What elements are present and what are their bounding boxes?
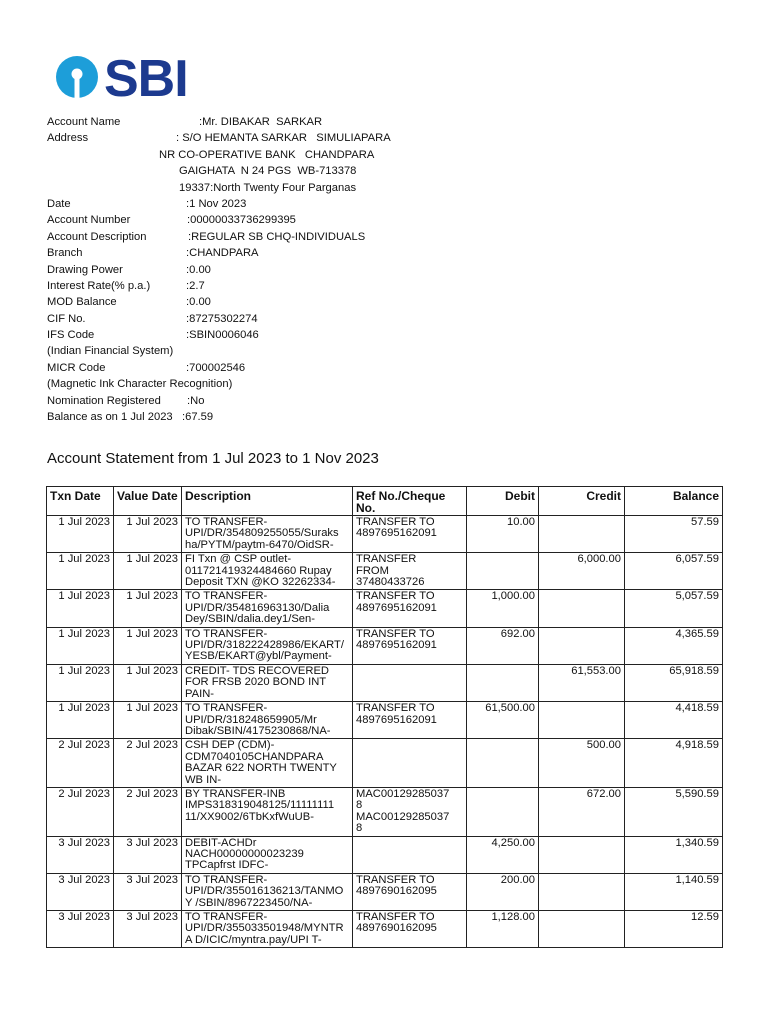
- table-row: [47, 873, 723, 910]
- balance-cell: 65,918.59: [625, 664, 723, 701]
- ref-no-cell: TRANSFER FROM 37480433726: [353, 553, 467, 590]
- description-cell: TO TRANSFER- UPI/DR/354816963130/Dalia Dey/SBIN/dalia.dey1/Sen-: [182, 590, 353, 627]
- balance-cell: 12.59: [625, 911, 723, 948]
- account-info-label: Balance as on 1 Jul 2023: [47, 411, 173, 424]
- account-info-row: [47, 163, 707, 179]
- transactions-table: [46, 486, 723, 948]
- account-info-row: [47, 262, 707, 278]
- ref-no-cell: TRANSFER TO 4897695162091: [353, 702, 467, 739]
- account-info-value: :1 Nov 2023: [186, 197, 247, 210]
- table-row: [47, 911, 723, 948]
- ref-no-cell: [353, 664, 467, 701]
- description-cell: TO TRANSFER- UPI/DR/318248659905/Mr Dibak/SBIN/4175230868/NA-: [182, 702, 353, 739]
- value-date-cell: 3 Jul 2023: [114, 836, 182, 873]
- description-cell: FI Txn @ CSP outlet- 011721419324484660 Rupay Deposit TXN @KO 32262334-: [182, 553, 353, 590]
- value-date-cell: 1 Jul 2023: [114, 664, 182, 701]
- balance-cell: 5,057.59: [625, 590, 723, 627]
- account-info-label: Interest Rate(% p.a.): [47, 279, 151, 292]
- account-info-label: Account Description: [47, 230, 147, 243]
- table-row: [47, 787, 723, 836]
- account-info-row: [47, 147, 707, 163]
- account-info-value: :SBIN0006046: [186, 329, 259, 342]
- value-date-cell: 2 Jul 2023: [114, 787, 182, 836]
- txn-date-cell: 2 Jul 2023: [47, 787, 114, 836]
- value-date-cell: 3 Jul 2023: [114, 873, 182, 910]
- account-info-label: IFS Code: [47, 329, 95, 342]
- debit-cell: 61,500.00: [467, 702, 539, 739]
- account-info-value: :00000033736299395: [187, 214, 296, 227]
- account-info-row: [47, 130, 707, 146]
- account-info-row: [47, 212, 707, 228]
- value-date-cell: 1 Jul 2023: [114, 590, 182, 627]
- credit-cell: [539, 873, 625, 910]
- ref-no-cell: TRANSFER TO 4897690162095: [353, 911, 467, 948]
- table-row: [47, 739, 723, 788]
- header-debit: Debit: [467, 487, 539, 516]
- account-info-value: :2.7: [186, 279, 205, 292]
- balance-cell: 6,057.59: [625, 553, 723, 590]
- account-info-label: Account Number: [47, 214, 131, 227]
- account-info-label: CIF No.: [47, 312, 86, 325]
- table-row: [47, 553, 723, 590]
- credit-cell: 61,553.00: [539, 664, 625, 701]
- account-info-row: [47, 343, 707, 359]
- description-cell: TO TRANSFER- UPI/DR/355016136213/TANMO Y /SBIN/8967223450/NA-: [182, 873, 353, 910]
- header-ref-no: Ref No./Cheque No.: [353, 487, 467, 516]
- balance-cell: 1,340.59: [625, 836, 723, 873]
- sbi-logo-text: SBI: [104, 52, 188, 104]
- account-info-row: [47, 180, 707, 196]
- account-info-label: Account Name: [47, 116, 121, 128]
- debit-cell: [467, 739, 539, 788]
- table-row: [47, 516, 723, 553]
- account-info-value: :0.00: [186, 263, 211, 276]
- txn-date-cell: 1 Jul 2023: [47, 516, 114, 553]
- credit-cell: [539, 590, 625, 627]
- description-cell: BY TRANSFER-INB IMPS318319048125/11111111 11/XX9002/6TbKxfWuUB-: [182, 787, 353, 836]
- table-row: [47, 836, 723, 873]
- table-row: [47, 702, 723, 739]
- credit-cell: 672.00: [539, 787, 625, 836]
- txn-date-cell: 1 Jul 2023: [47, 553, 114, 590]
- account-info-value: :67.59: [182, 411, 214, 424]
- header-description: Description: [182, 487, 353, 516]
- account-info-value: :CHANDPARA: [186, 247, 259, 260]
- debit-cell: 692.00: [467, 627, 539, 664]
- value-date-cell: 3 Jul 2023: [114, 911, 182, 948]
- account-info: [47, 114, 707, 425]
- account-info-row: [47, 294, 707, 310]
- txn-date-cell: 3 Jul 2023: [47, 911, 114, 948]
- account-info-label: MICR Code: [47, 361, 106, 374]
- account-info-row: [47, 393, 707, 409]
- description-cell: CSH DEP (CDM)- CDM7040105CHANDPARA BAZAR 622 NORTH TWENTY WB IN-: [182, 739, 353, 788]
- ref-no-cell: TRANSFER TO 4897695162091: [353, 627, 467, 664]
- account-info-row: [47, 327, 707, 343]
- ref-no-cell: MAC00129285037 8 MAC00129285037 8: [353, 787, 467, 836]
- account-info-row: [47, 360, 707, 376]
- txn-date-cell: 1 Jul 2023: [47, 664, 114, 701]
- header-value-date: Value Date: [114, 487, 182, 516]
- account-info-row: [47, 409, 707, 425]
- value-date-cell: 1 Jul 2023: [114, 516, 182, 553]
- txn-date-cell: 3 Jul 2023: [47, 873, 114, 910]
- account-info-row: [47, 229, 707, 245]
- value-date-cell: 1 Jul 2023: [114, 553, 182, 590]
- txn-date-cell: 1 Jul 2023: [47, 702, 114, 739]
- sbi-logo: [54, 52, 204, 104]
- ref-no-cell: TRANSFER TO 4897690162095: [353, 873, 467, 910]
- account-info-row: [47, 196, 707, 212]
- debit-cell: 1,128.00: [467, 911, 539, 948]
- statement-title: Account Statement from 1 Jul 2023 to 1 Nov 2023: [47, 450, 379, 467]
- account-info-value: NR CO-OPERATIVE BANK CHANDPARA: [159, 148, 375, 161]
- table-row: [47, 664, 723, 701]
- table-row: [47, 627, 723, 664]
- account-info-row: [47, 278, 707, 294]
- debit-cell: 1,000.00: [467, 590, 539, 627]
- credit-cell: [539, 702, 625, 739]
- account-info-value: : S/O HEMANTA SARKAR SIMULIAPARA: [176, 132, 391, 145]
- table-row: [47, 590, 723, 627]
- txn-date-cell: 3 Jul 2023: [47, 836, 114, 873]
- credit-cell: [539, 627, 625, 664]
- table-header-row: [47, 487, 723, 516]
- account-info-value: :No: [187, 394, 205, 407]
- txn-date-cell: 1 Jul 2023: [47, 590, 114, 627]
- balance-cell: 4,418.59: [625, 702, 723, 739]
- balance-cell: 5,590.59: [625, 787, 723, 836]
- account-info-value: :REGULAR SB CHQ-INDIVIDUALS: [188, 230, 366, 243]
- balance-cell: 4,365.59: [625, 627, 723, 664]
- account-info-label: Drawing Power: [47, 263, 123, 276]
- account-info-value: :0.00: [186, 296, 211, 309]
- account-info-label: MOD Balance: [47, 296, 117, 309]
- debit-cell: 10.00: [467, 516, 539, 553]
- header-credit: Credit: [539, 487, 625, 516]
- account-info-value: :700002546: [186, 361, 246, 374]
- credit-cell: [539, 911, 625, 948]
- account-info-label: Branch: [47, 247, 83, 260]
- ref-no-cell: [353, 739, 467, 788]
- debit-cell: [467, 664, 539, 701]
- credit-cell: 500.00: [539, 739, 625, 788]
- account-info-row: [47, 311, 707, 327]
- account-info-label: Nomination Registered: [47, 394, 161, 407]
- account-info-label: Date: [47, 197, 71, 210]
- value-date-cell: 2 Jul 2023: [114, 739, 182, 788]
- account-info-row: [47, 245, 707, 261]
- account-info-value: :87275302274: [186, 312, 258, 325]
- debit-cell: [467, 787, 539, 836]
- ref-no-cell: TRANSFER TO 4897695162091: [353, 590, 467, 627]
- account-info-value: :Mr. DIBAKAR SARKAR: [199, 116, 323, 128]
- txn-date-cell: 1 Jul 2023: [47, 627, 114, 664]
- description-cell: DEBIT-ACHDr NACH00000000023239 TPCapfrst IDFC-: [182, 836, 353, 873]
- debit-cell: 200.00: [467, 873, 539, 910]
- ref-no-cell: TRANSFER TO 4897695162091: [353, 516, 467, 553]
- account-info-row: [47, 114, 707, 130]
- value-date-cell: 1 Jul 2023: [114, 702, 182, 739]
- account-info-label: (Magnetic Ink Character Recognition): [47, 378, 233, 391]
- balance-cell: 1,140.59: [625, 873, 723, 910]
- balance-cell: 57.59: [625, 516, 723, 553]
- description-cell: TO TRANSFER- UPI/DR/354809255055/Suraks ha/PYTM/paytm-6470/OidSR-: [182, 516, 353, 553]
- debit-cell: 4,250.00: [467, 836, 539, 873]
- account-info-value: GAIGHATA N 24 PGS WB-713378: [179, 165, 357, 178]
- account-info-row: [47, 376, 707, 392]
- header-txn-date: Txn Date: [47, 487, 114, 516]
- credit-cell: 6,000.00: [539, 553, 625, 590]
- ref-no-cell: [353, 836, 467, 873]
- value-date-cell: 1 Jul 2023: [114, 627, 182, 664]
- account-info-label: Address: [47, 132, 89, 145]
- account-info-value: 19337:North Twenty Four Parganas: [179, 181, 357, 194]
- credit-cell: [539, 516, 625, 553]
- header-balance: Balance: [625, 487, 723, 516]
- debit-cell: [467, 553, 539, 590]
- description-cell: CREDIT- TDS RECOVERED FOR FRSB 2020 BOND INT PAIN-: [182, 664, 353, 701]
- txn-date-cell: 2 Jul 2023: [47, 739, 114, 788]
- description-cell: TO TRANSFER- UPI/DR/355033501948/MYNTR A D/ICIC/myntra.pay/UPI T-: [182, 911, 353, 948]
- balance-cell: 4,918.59: [625, 739, 723, 788]
- credit-cell: [539, 836, 625, 873]
- description-cell: TO TRANSFER- UPI/DR/318222428986/EKART/ YESB/EKART@ybl/Payment-: [182, 627, 353, 664]
- account-info-label: (Indian Financial System): [47, 345, 174, 358]
